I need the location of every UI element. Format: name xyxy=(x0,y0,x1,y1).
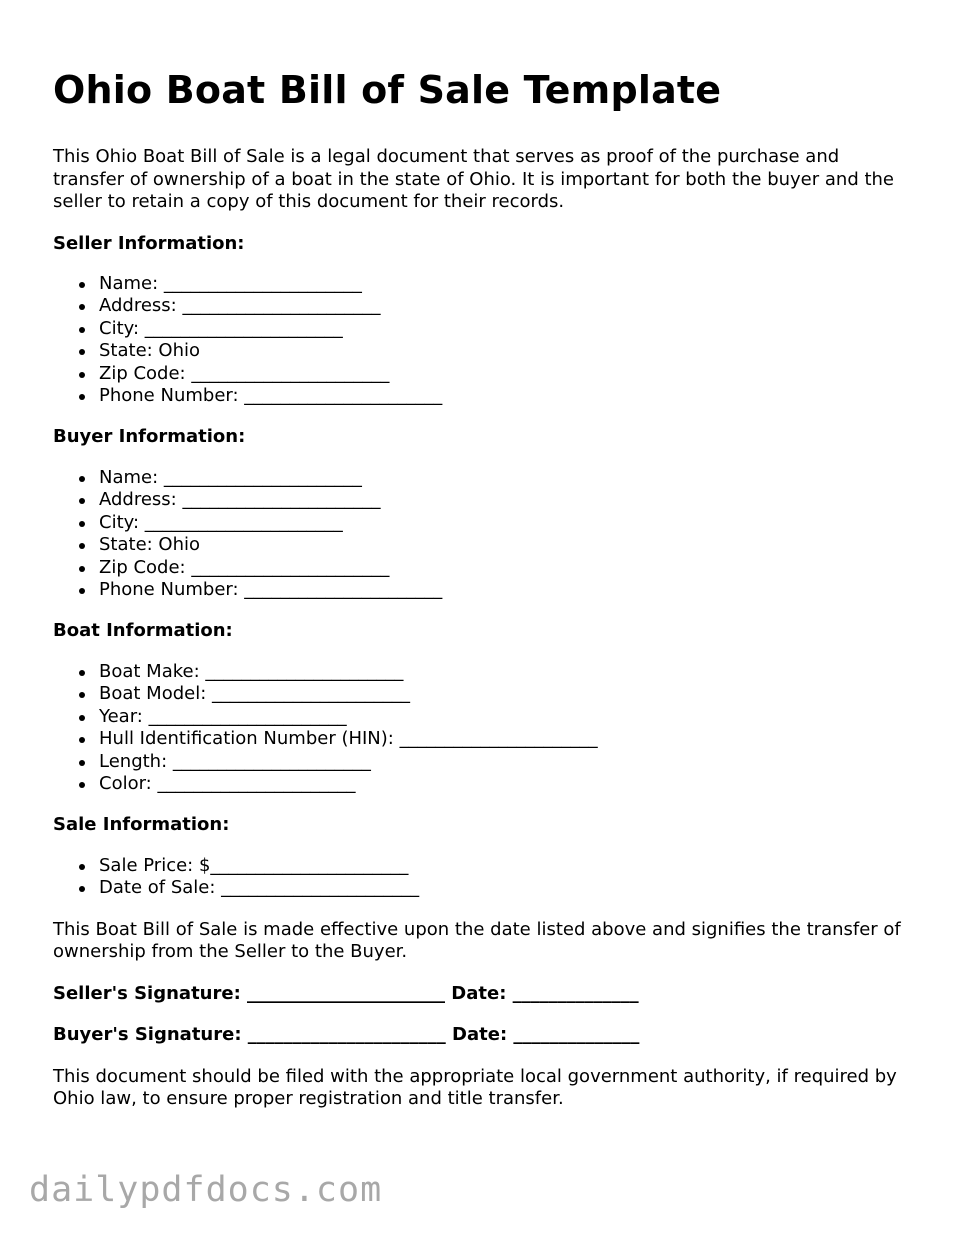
buyer-zip-field: Zip Code: ______________________ xyxy=(99,557,913,579)
boat-hin-field: Hull Identification Number (HIN): ______________________ xyxy=(99,728,913,750)
filing-note: This document should be filed with the appropriate local government authority, if required by Ohio law, to ensure proper registration and title transfer. xyxy=(53,1065,897,1110)
buyer-signature-line: Buyer's Signature: ______________________ Date: ______________ xyxy=(53,1024,640,1046)
seller-zip-field: Zip Code: ______________________ xyxy=(99,363,913,385)
buyer-phone-field: Phone Number: ______________________ xyxy=(99,579,913,601)
seller-section-heading: Seller Information: xyxy=(53,232,245,254)
boat-color-field: Color: ______________________ xyxy=(99,773,913,795)
seller-city-field: City: ______________________ xyxy=(99,318,913,340)
boat-section-heading: Boat Information: xyxy=(53,620,233,642)
boat-info-list xyxy=(53,661,913,795)
buyer-section-heading: Buyer Information: xyxy=(53,426,246,448)
page-title: Ohio Boat Bill of Sale Template xyxy=(53,68,722,112)
sale-date-field: Date of Sale: ______________________ xyxy=(99,877,913,899)
watermark-text: dailypdfdocs.com xyxy=(29,1170,383,1210)
sale-info-list xyxy=(53,855,913,900)
buyer-address-field: Address: ______________________ xyxy=(99,489,913,511)
buyer-info-list xyxy=(53,467,913,601)
buyer-city-field: City: ______________________ xyxy=(99,512,913,534)
seller-signature-line: Seller's Signature: ______________________ Date: ______________ xyxy=(53,982,639,1004)
seller-name-field: Name: ______________________ xyxy=(99,273,913,295)
document-page xyxy=(53,60,913,1111)
boat-year-field: Year: ______________________ xyxy=(99,706,913,728)
seller-phone-field: Phone Number: ______________________ xyxy=(99,385,913,407)
buyer-name-field: Name: ______________________ xyxy=(99,467,913,489)
intro-paragraph: This Ohio Boat Bill of Sale is a legal document that serves as proof of the purchase and transfer of ownership of a boat in the state of Ohio. It is important for both the buyer and the seller to retain a copy of this document for their records. xyxy=(53,146,895,212)
seller-state-field: State: Ohio xyxy=(99,340,913,362)
boat-model-field: Boat Model: ______________________ xyxy=(99,683,913,705)
seller-address-field: Address: ______________________ xyxy=(99,295,913,317)
buyer-state-field: State: Ohio xyxy=(99,534,913,556)
sale-section-heading: Sale Information: xyxy=(53,814,230,836)
closing-paragraph: This Boat Bill of Sale is made effective upon the date listed above and signifies the transfer of ownership from the Seller to the Buyer. xyxy=(53,918,901,963)
boat-make-field: Boat Make: ______________________ xyxy=(99,661,913,683)
boat-length-field: Length: ______________________ xyxy=(99,751,913,773)
seller-info-list xyxy=(53,273,913,407)
sale-price-field: Sale Price: $______________________ xyxy=(99,855,913,877)
